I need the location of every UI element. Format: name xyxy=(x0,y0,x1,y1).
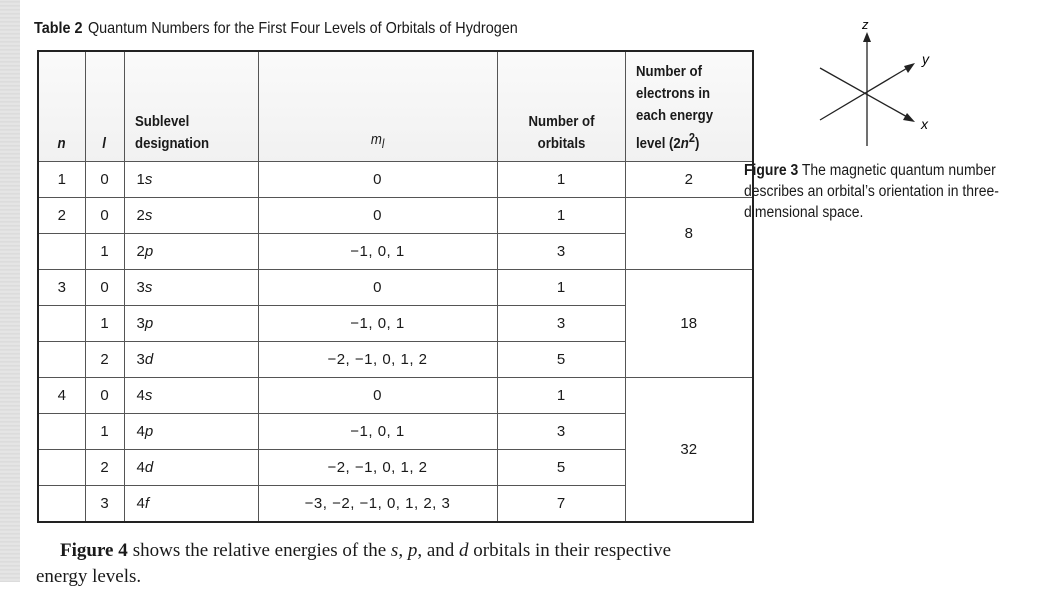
z-axis-arrow-icon xyxy=(863,32,871,42)
cell-orbitals: 1 xyxy=(497,198,625,234)
cell-orbitals: 3 xyxy=(497,306,625,342)
cell-sublevel: 4d xyxy=(124,450,258,486)
cell-ml: −1, 0, 1 xyxy=(258,234,497,270)
xyz-axes-diagram xyxy=(815,18,945,153)
cell-orbitals: 5 xyxy=(497,342,625,378)
header-l: l xyxy=(85,51,124,162)
cell-l: 1 xyxy=(85,306,124,342)
body-line-1: Figure 4 shows the relative energies of the s, p, and d orbitals in their respective xyxy=(60,540,672,561)
cell-n xyxy=(38,306,85,342)
quantum-numbers-table xyxy=(37,50,754,523)
cell-orbitals: 3 xyxy=(497,414,625,450)
cell-ml: −1, 0, 1 xyxy=(258,306,497,342)
table-label: Table 2 xyxy=(34,20,83,37)
cell-n xyxy=(38,414,85,450)
figure3-caption-text: The magnetic quantum number describes an orbital’s orientation in three-dimensional space. xyxy=(744,162,999,221)
quantum-numbers-table-wrapper xyxy=(37,50,754,523)
cell-electrons-level3: 18 xyxy=(625,270,753,378)
table-title-text: Quantum Numbers for the First Four Levels of Orbitals of Hydrogen xyxy=(87,20,518,37)
cell-ml: 0 xyxy=(258,378,497,414)
cell-ml: −1, 0, 1 xyxy=(258,414,497,450)
cell-l: 0 xyxy=(85,162,124,198)
cell-n xyxy=(38,342,85,378)
cell-electrons-level2: 8 xyxy=(625,198,753,270)
cell-l: 2 xyxy=(85,450,124,486)
body-paragraph xyxy=(36,538,671,590)
cell-sublevel: 2s xyxy=(124,198,258,234)
x-axis-arrow-icon xyxy=(903,113,915,122)
cell-orbitals: 1 xyxy=(497,270,625,306)
cell-sublevel: 4f xyxy=(124,486,258,523)
cell-sublevel: 2p xyxy=(124,234,258,270)
header-orbitals: Number of orbitals xyxy=(497,51,625,162)
body-line-2: energy levels. xyxy=(36,566,142,587)
cell-orbitals: 7 xyxy=(497,486,625,523)
header-n: n xyxy=(38,51,85,162)
cell-ml: 0 xyxy=(258,162,497,198)
y-axis-arrow-icon xyxy=(904,63,915,73)
cell-l: 0 xyxy=(85,270,124,306)
header-electrons: Number of electrons in each energy level $(2n^2)$ xyxy=(625,51,753,162)
cell-l: 2 xyxy=(85,342,124,378)
cell-ml: −2, −1, 0, 1, 2 xyxy=(258,450,497,486)
cell-n: 4 xyxy=(38,378,85,414)
page-edge-shadow xyxy=(0,0,20,582)
cell-electrons-level4: 32 xyxy=(625,378,753,523)
y-axis-label: y xyxy=(922,51,929,67)
cell-orbitals: 3 xyxy=(497,234,625,270)
cell-sublevel: 4s xyxy=(124,378,258,414)
table-row xyxy=(38,270,753,306)
cell-electrons-level1: 2 xyxy=(625,162,753,198)
cell-n xyxy=(38,486,85,523)
cell-n xyxy=(38,234,85,270)
cell-l: 1 xyxy=(85,414,124,450)
cell-ml: 0 xyxy=(258,270,497,306)
table-row xyxy=(38,162,753,198)
cell-ml: 0 xyxy=(258,198,497,234)
cell-orbitals: 1 xyxy=(497,162,625,198)
cell-sublevel: 3d xyxy=(124,342,258,378)
cell-ml: −3, −2, −1, 0, 1, 2, 3 xyxy=(258,486,497,523)
cell-n xyxy=(38,450,85,486)
header-sublevel: Sublevel designation xyxy=(124,51,258,162)
cell-l: 0 xyxy=(85,378,124,414)
table-row xyxy=(38,198,753,234)
cell-ml: −2, −1, 0, 1, 2 xyxy=(258,342,497,378)
x-axis-label: x xyxy=(921,116,928,132)
cell-n: 2 xyxy=(38,198,85,234)
header-ml: $m_l$ xyxy=(258,51,497,162)
cell-orbitals: 5 xyxy=(497,450,625,486)
cell-orbitals: 1 xyxy=(497,378,625,414)
table-title xyxy=(34,20,518,38)
cell-l: 1 xyxy=(85,234,124,270)
header-row xyxy=(38,51,753,162)
figure3-caption xyxy=(744,160,1005,223)
figure3-label: Figure 3 xyxy=(744,162,799,179)
cell-l: 3 xyxy=(85,486,124,523)
cell-sublevel: 3p xyxy=(124,306,258,342)
z-axis-label: z xyxy=(862,18,869,32)
cell-l: 0 xyxy=(85,198,124,234)
cell-n: 1 xyxy=(38,162,85,198)
cell-sublevel: 3s xyxy=(124,270,258,306)
cell-n: 3 xyxy=(38,270,85,306)
cell-sublevel: 4p xyxy=(124,414,258,450)
table-row xyxy=(38,378,753,414)
cell-sublevel: 1s xyxy=(124,162,258,198)
